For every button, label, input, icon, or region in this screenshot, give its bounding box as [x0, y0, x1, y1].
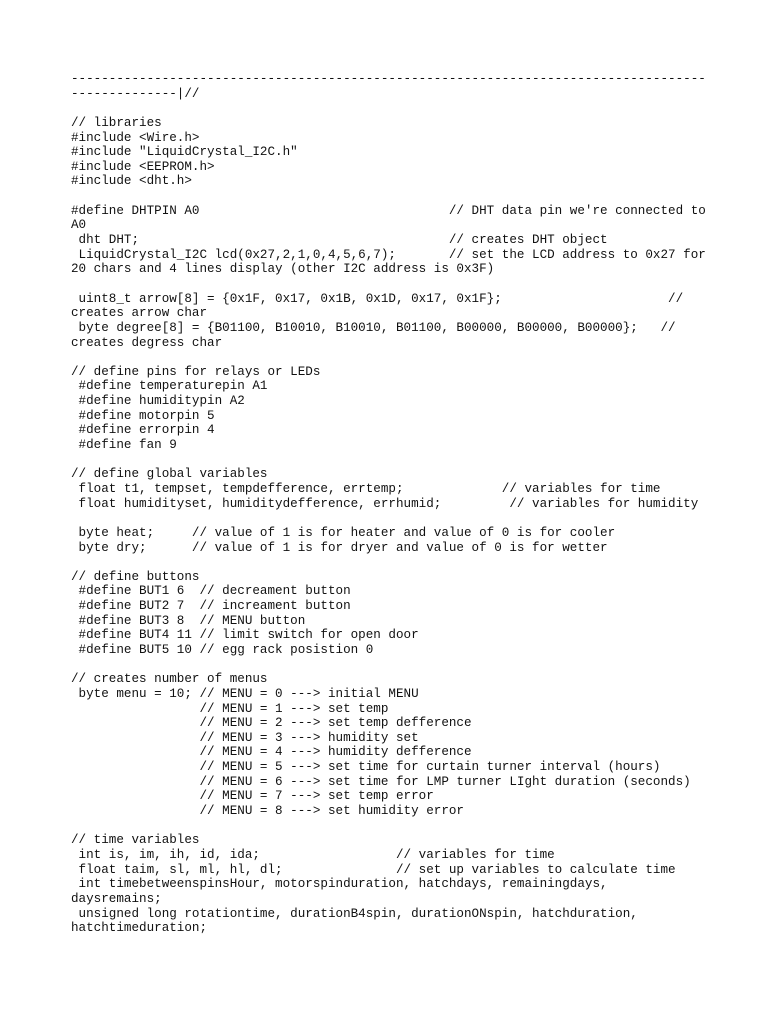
code-line: #define fan 9	[71, 438, 177, 453]
code-line: // libraries	[71, 115, 162, 130]
code-line: --------------|//	[71, 86, 200, 101]
code-line	[71, 555, 711, 570]
code-listing	[71, 72, 711, 936]
code-line: // MENU = 3 ---> humidity set	[71, 730, 419, 745]
code-line: daysremains;	[71, 891, 162, 906]
code-line: #define errorpin 4	[71, 423, 215, 438]
code-line: #include <Wire.h>	[71, 130, 200, 145]
code-line: float humidityset, humiditydefference, errhumid; // variables for humidity	[71, 496, 699, 511]
code-line: // MENU = 7 ---> set temp error	[71, 789, 434, 804]
code-line: // define buttons	[71, 569, 200, 584]
code-line: 20 chars and 4 lines display (other I2C address is 0x3F)	[71, 262, 495, 277]
code-line: byte heat; // value of 1 is for heater and value of 0 is for cooler	[71, 525, 616, 540]
code-line: // define global variables	[71, 467, 268, 482]
code-line: byte dry; // value of 1 is for dryer and value of 0 is for wetter	[71, 540, 608, 555]
code-line	[71, 101, 711, 116]
code-line: dht DHT; // creates DHT object	[71, 233, 608, 248]
code-line: unsigned long rotationtime, durationB4spin, durationONspin, hatchduration,	[71, 906, 638, 921]
code-line: #define humiditypin A2	[71, 394, 245, 409]
code-line: // MENU = 4 ---> humidity defference	[71, 745, 472, 760]
code-line: // define pins for relays or LEDs	[71, 364, 321, 379]
code-line: #define BUT3 8 // MENU button	[71, 613, 306, 628]
code-line: uint8_t arrow[8] = {0x1F, 0x17, 0x1B, 0x1D, 0x17, 0x1F}; //	[71, 291, 684, 306]
code-line	[71, 350, 711, 365]
code-line: #include <dht.h>	[71, 174, 192, 189]
code-line: // time variables	[71, 833, 200, 848]
code-line: hatchtimeduration;	[71, 921, 208, 936]
code-line: int timebetweenspinsHour, motorspinduration, hatchdays, remainingdays,	[71, 877, 608, 892]
code-line: #define BUT4 11 // limit switch for open door	[71, 628, 419, 643]
code-line: LiquidCrystal_I2C lcd(0x27,2,1,0,4,5,6,7); // set the LCD address to 0x27 for	[71, 247, 706, 262]
code-line: byte degree[8] = {B01100, B10010, B10010, B01100, B00000, B00000, B00000}; //	[71, 320, 676, 335]
code-line: creates degress char	[71, 335, 223, 350]
code-line	[71, 189, 711, 204]
code-line: #define motorpin 5	[71, 408, 215, 423]
code-line: ------------------------------------------------------------------------------------	[71, 72, 706, 86]
code-line: creates arrow char	[71, 306, 208, 321]
code-line: #define BUT1 6 // decreament button	[71, 584, 351, 599]
code-line	[71, 453, 711, 468]
code-line: #include "LiquidCrystal_I2C.h"	[71, 145, 298, 160]
code-line: float t1, tempset, tempdefference, errtemp; // variables for time	[71, 481, 661, 496]
code-line	[71, 277, 711, 292]
code-line: #define BUT5 10 // egg rack posistion 0	[71, 642, 374, 657]
code-line: // creates number of menus	[71, 672, 268, 687]
code-line: #define DHTPIN A0 // DHT data pin we're connected to	[71, 203, 706, 218]
code-line: #define temperaturepin A1	[71, 379, 268, 394]
code-line: byte menu = 10; // MENU = 0 ---> initial MENU	[71, 686, 419, 701]
code-line: #define BUT2 7 // increament button	[71, 599, 351, 614]
code-line: // MENU = 6 ---> set time for LMP turner LIght duration (seconds)	[71, 774, 691, 789]
code-line: float taim, sl, ml, hl, dl; // set up variables to calculate time	[71, 862, 676, 877]
code-line: // MENU = 1 ---> set temp	[71, 701, 389, 716]
code-line: // MENU = 2 ---> set temp defference	[71, 716, 472, 731]
code-line: // MENU = 5 ---> set time for curtain turner interval (hours)	[71, 760, 661, 775]
code-line	[71, 511, 711, 526]
code-line: // MENU = 8 ---> set humidity error	[71, 804, 464, 819]
code-line	[71, 658, 711, 673]
code-line	[71, 819, 711, 834]
code-line: A0	[71, 218, 87, 233]
code-line: int is, im, ih, id, ida; // variables for time	[71, 847, 555, 862]
code-line: #include <EEPROM.h>	[71, 159, 215, 174]
